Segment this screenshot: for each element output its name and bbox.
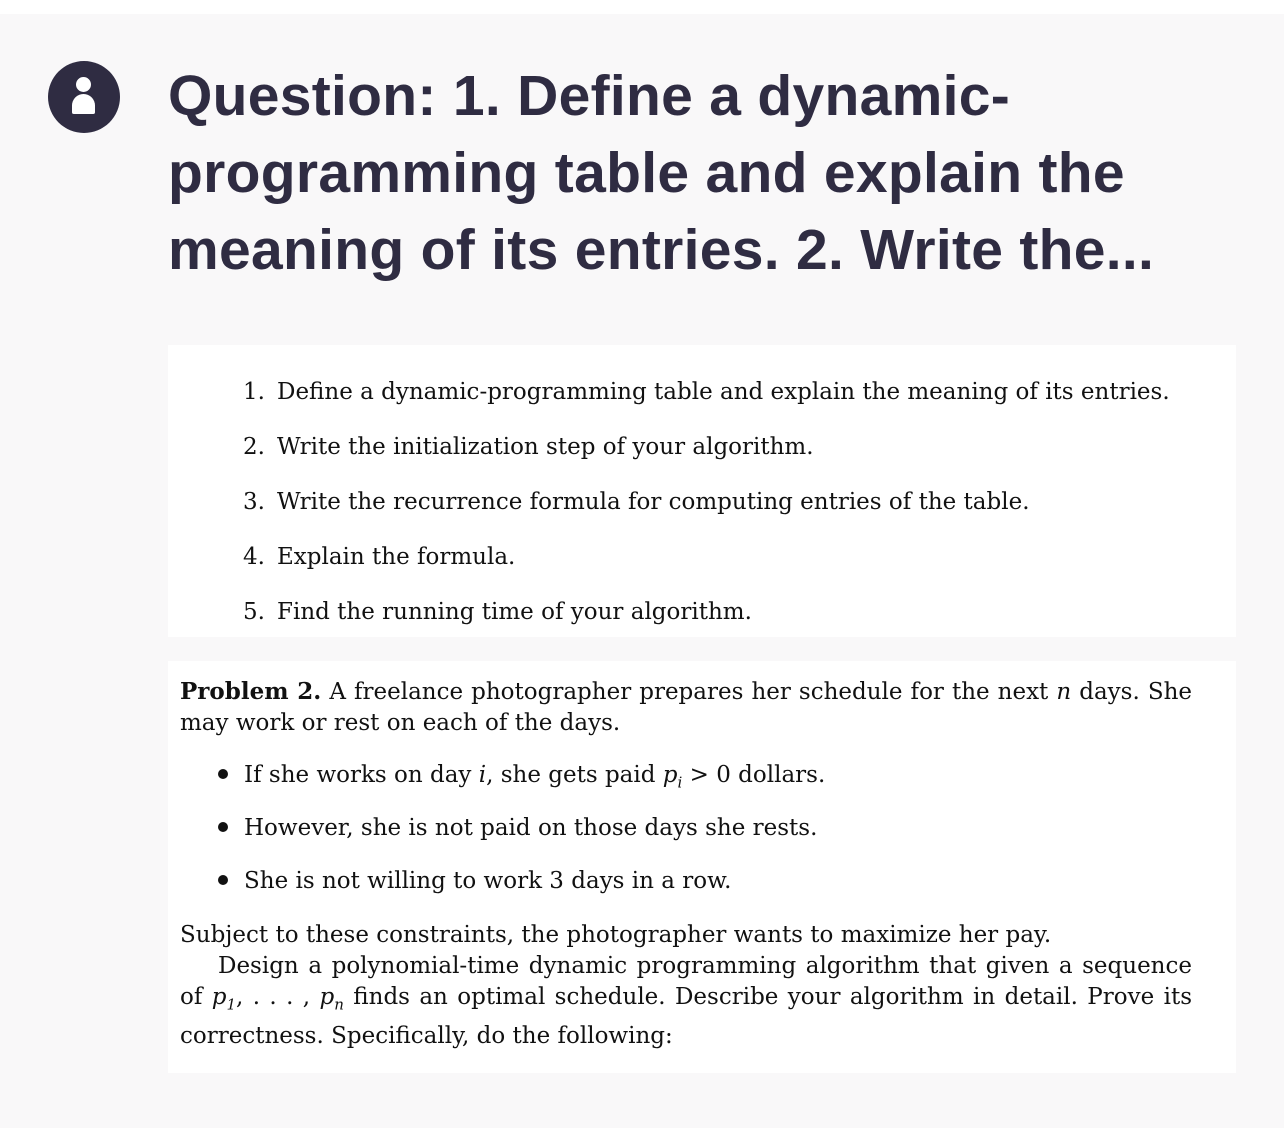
steps-list xyxy=(243,375,1170,650)
user-avatar-icon xyxy=(48,61,120,133)
problem-body xyxy=(180,920,1192,1052)
item-text: Find the running time of your algorithm. xyxy=(277,599,752,625)
item-text: Explain the formula. xyxy=(277,544,516,570)
item-text: Write the initialization step of your algorithm. xyxy=(277,434,814,460)
item-number: 4. xyxy=(243,544,265,570)
text: Design a polynomial-time dynamic programming algorithm that given a sequence of xyxy=(180,953,1192,1010)
item-number: 5. xyxy=(243,599,265,625)
math-sub: n xyxy=(334,995,344,1014)
math-n: n xyxy=(1056,679,1072,705)
list-item xyxy=(243,430,1170,485)
design-text xyxy=(180,951,1192,1052)
text: However, she is not paid on those days she rests. xyxy=(244,815,818,841)
question-title: Question: 1. Define a dynamic-programming table and explain the meaning of its entries. 2. Write the... xyxy=(168,64,1155,282)
list-item xyxy=(218,866,825,919)
list-item xyxy=(218,760,825,813)
item-number: 1. xyxy=(243,379,265,405)
text: She is not willing to work 3 days in a row. xyxy=(244,868,732,894)
bullet-list xyxy=(218,760,825,919)
math-p: p xyxy=(662,762,678,788)
math-sub: i xyxy=(677,773,683,792)
math-i: i xyxy=(478,762,487,788)
problem-intro xyxy=(180,676,1192,739)
subject-text: Subject to these constraints, the photographer wants to maximize her pay. xyxy=(180,922,1052,948)
problem-label: Problem 2. xyxy=(180,678,322,705)
problem-image xyxy=(168,661,1236,1073)
text: finds an optimal schedule. Describe your algorithm in detail. Prove its correctness. Specifically, do the following: xyxy=(180,984,1193,1049)
math-p: p xyxy=(319,984,335,1010)
list-item xyxy=(243,375,1170,430)
text: > 0 dollars. xyxy=(682,762,826,788)
list-item xyxy=(218,813,825,866)
list-item xyxy=(243,595,1170,650)
item-text: Write the recurrence formula for computing entries of the table. xyxy=(277,489,1030,515)
item-number: 3. xyxy=(243,489,265,515)
text: A freelance photographer prepares her schedule for the next xyxy=(329,679,1057,705)
item-text: Define a dynamic-programming table and explain the meaning of its entries. xyxy=(277,379,1170,405)
text: , . . . , xyxy=(236,984,320,1010)
math-p: p xyxy=(211,984,227,1010)
math-sub: 1 xyxy=(226,995,237,1014)
list-item xyxy=(243,540,1170,595)
item-number: 2. xyxy=(243,434,265,460)
list-item xyxy=(243,485,1170,540)
text: days. She may work or rest on each of the days. xyxy=(180,679,1192,736)
steps-image xyxy=(168,345,1236,637)
text: , she gets paid xyxy=(486,762,663,788)
text: If she works on day xyxy=(244,762,479,788)
